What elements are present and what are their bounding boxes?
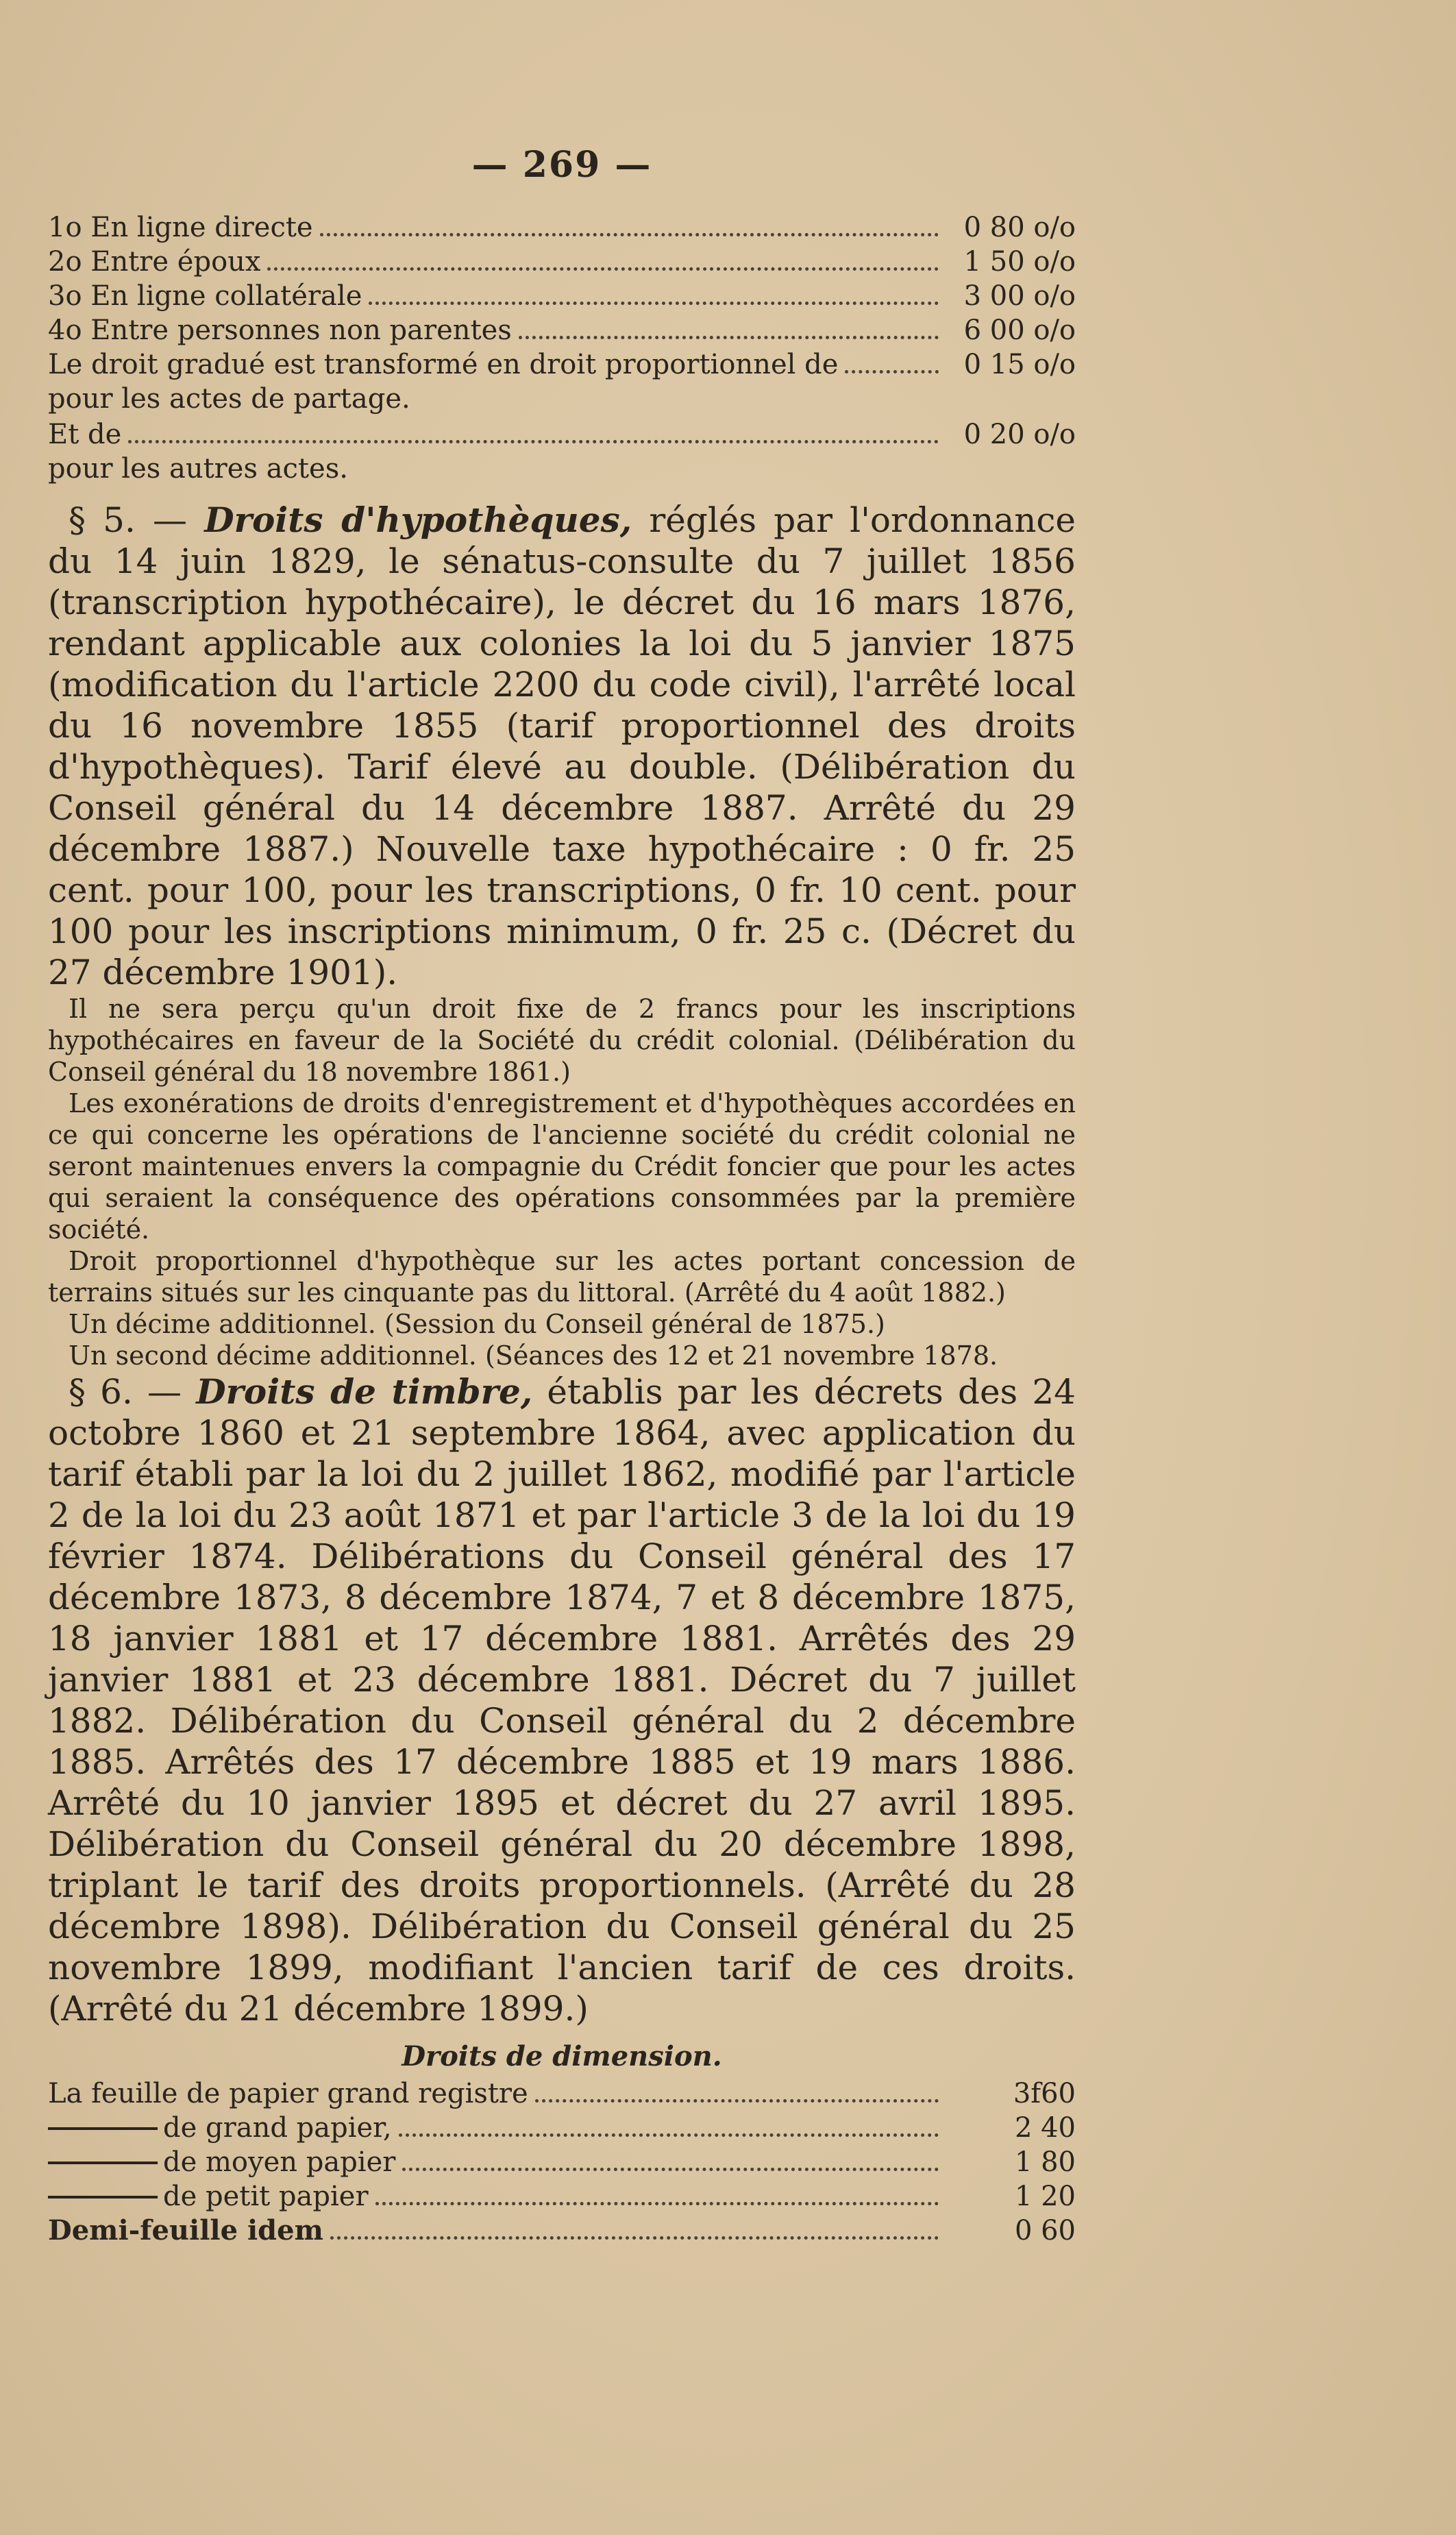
ditto-dash — [48, 2127, 158, 2130]
note-paragraph: Droit proportionnel d'hypothèque sur les actes portant concession de terrains situés sur les cinquante pas du littoral. (Arrêté du 4 août 1882.) — [48, 1246, 1076, 1308]
rate-value: 0 15 o/o — [963, 349, 1076, 380]
dimension-row — [48, 2111, 1076, 2145]
dimension-value: 1 20 — [1014, 2181, 1076, 2212]
dot-leader — [535, 2099, 939, 2103]
rate-value: 0 80 o/o — [963, 212, 1076, 243]
dot-leader — [845, 370, 939, 373]
ditto-dash — [48, 2196, 158, 2199]
dimension-row — [48, 2077, 1076, 2111]
dimension-value: 3f60 — [1013, 2078, 1076, 2109]
section-number: § 6. — — [69, 1372, 182, 1412]
section-number: § 5. — — [69, 500, 188, 540]
rate-label: Le droit gradué est transformé en droit proportionnel de — [48, 349, 839, 380]
rate-row — [48, 245, 1076, 279]
dimension-title: Droits de dimension. — [402, 2040, 722, 2072]
section-6 — [48, 1371, 1076, 2029]
section-heading: Droits d'hypothèques, — [204, 500, 632, 540]
rate-row — [48, 279, 1076, 313]
dot-leader — [330, 2236, 939, 2240]
dimension-label-wrap — [48, 2145, 395, 2179]
note-paragraph: Un second décime additionnel. (Séances des 12 et 21 novembre 1878. — [69, 1340, 998, 1371]
rate-row — [48, 210, 1076, 245]
rate-note: pour les actes de partage. — [48, 383, 410, 415]
dimension-row — [48, 2145, 1076, 2179]
fine-print-notes — [48, 993, 1076, 1371]
note-paragraph: Il ne sera perçu qu'un droit fixe de 2 francs pour les inscriptions hypothécaires en faveur de la Société du crédit colonial. (Délibération du Conseil général du 18 novembre 1861.) — [48, 994, 1076, 1087]
section-text: établis par les décrets des 24 octobre 1860 et 21 septembre 1864, avec application du tarif établi par la loi du 2 juillet 1862, modifié par l'article 2 de la loi du 23 août 1871 et par l'article 3 de la loi du 19 février 1874. Délibérations du Conseil général des 17 décembre 1873, 8 décembre 1874, 7 et 8 décembre 1875, 18 janvier 1881 et 17 décembre 1881. Arrêtés des 29 janvier 1881 et 23 décembre 1881. Décret du 7 juillet 1882. Délibération du Conseil général du 2 décembre 1885. Arrêtés des 17 décembre 1885 et 19 mars 1886. Arrêté du 10 janvier 1895 et décret du 27 avril 1895. Délibération du Conseil général du 20 décembre 1898, triplant le tarif des droits proportionnels. (Arrêté du 28 décembre 1898). Délibération du Conseil général du 25 novembre 1899, modifiant l'ancien tarif de ces droits. (Arrêté du 21 décembre 1899.) — [48, 1372, 1076, 2029]
dot-leader — [369, 302, 939, 305]
dot-leader — [375, 2202, 939, 2205]
rate-value: 3 00 o/o — [963, 280, 1076, 312]
rate-label: 4o Entre personnes non parentes — [48, 315, 512, 346]
succession-rates — [48, 210, 1076, 486]
dimension-label: de moyen papier — [163, 2146, 396, 2178]
rate-label: 3o En ligne collatérale — [48, 280, 362, 312]
rate-label: 2o Entre époux — [48, 246, 261, 278]
dimension-label: Demi-feuille idem — [48, 2214, 323, 2246]
ditto-dash — [48, 2162, 158, 2164]
dimension-label: de petit papier — [163, 2181, 369, 2212]
dot-leader — [128, 440, 939, 443]
dimension-label-wrap — [48, 2111, 392, 2145]
rate-note: pour les autres actes. — [48, 453, 348, 485]
dot-leader — [320, 233, 939, 236]
dimension-value: 0 60 — [1014, 2215, 1076, 2246]
page-content — [48, 144, 1076, 2248]
dot-leader — [402, 2168, 939, 2171]
rate-row — [48, 313, 1076, 347]
dimension-label: de grand papier, — [163, 2112, 392, 2144]
section-heading: Droits de timbre, — [196, 1371, 533, 1412]
dimension-value: 1 80 — [1014, 2146, 1076, 2178]
rate-value: 1 50 o/o — [963, 246, 1076, 278]
dimension-table — [48, 2077, 1076, 2248]
note-paragraph: Un décime additionnel. (Session du Conseil général de 1875.) — [69, 1309, 885, 1339]
dimension-label-wrap — [48, 2179, 369, 2214]
dot-leader — [399, 2133, 939, 2137]
dimension-value: 2 40 — [1014, 2112, 1076, 2144]
page-number: — 269 — — [471, 144, 652, 186]
dimension-row — [48, 2214, 1076, 2248]
rate-label: 1o En ligne directe — [48, 212, 313, 243]
rate-value: 6 00 o/o — [963, 315, 1076, 346]
section-5 — [48, 500, 1076, 993]
dot-leader — [519, 336, 939, 339]
dot-leader — [267, 267, 939, 271]
rate-row — [48, 347, 1076, 382]
note-paragraph: Les exonérations de droits d'enregistrement et d'hypothèques accordées en ce qui concerne les opérations de l'ancienne société du crédit colonial ne seront maintenues envers la compagnie du Crédit foncier que pour les actes qui seraient la conséquence des opérations consommées par la première société. — [48, 1088, 1076, 1245]
section-text: réglés par l'ordonnance du 14 juin 1829, le sénatus-consulte du 7 juillet 1856 (transcription hypothécaire), le décret du 16 mars 1876, rendant applicable aux colonies la loi du 5 janvier 1875 (modification du l'article 2200 du code civil), l'arrêté local du 16 novembre 1855 (tarif proportionnel des droits d'hypothèques). Tarif élevé au double. (Délibération du Conseil général du 14 décembre 1887. Arrêté du 29 décembre 1887.) Nouvelle taxe hypothécaire : 0 fr. 25 cent. pour 100, pour les transcriptions, 0 fr. 10 cent. pour 100 pour les inscriptions minimum, 0 fr. 25 c. (Décret du 27 décembre 1901). — [48, 500, 1076, 992]
rate-label: Et de — [48, 419, 122, 450]
rate-value: 0 20 o/o — [963, 419, 1076, 450]
dimension-label: La feuille de papier grand registre — [48, 2078, 528, 2109]
rate-row — [48, 417, 1076, 452]
dimension-row — [48, 2179, 1076, 2214]
